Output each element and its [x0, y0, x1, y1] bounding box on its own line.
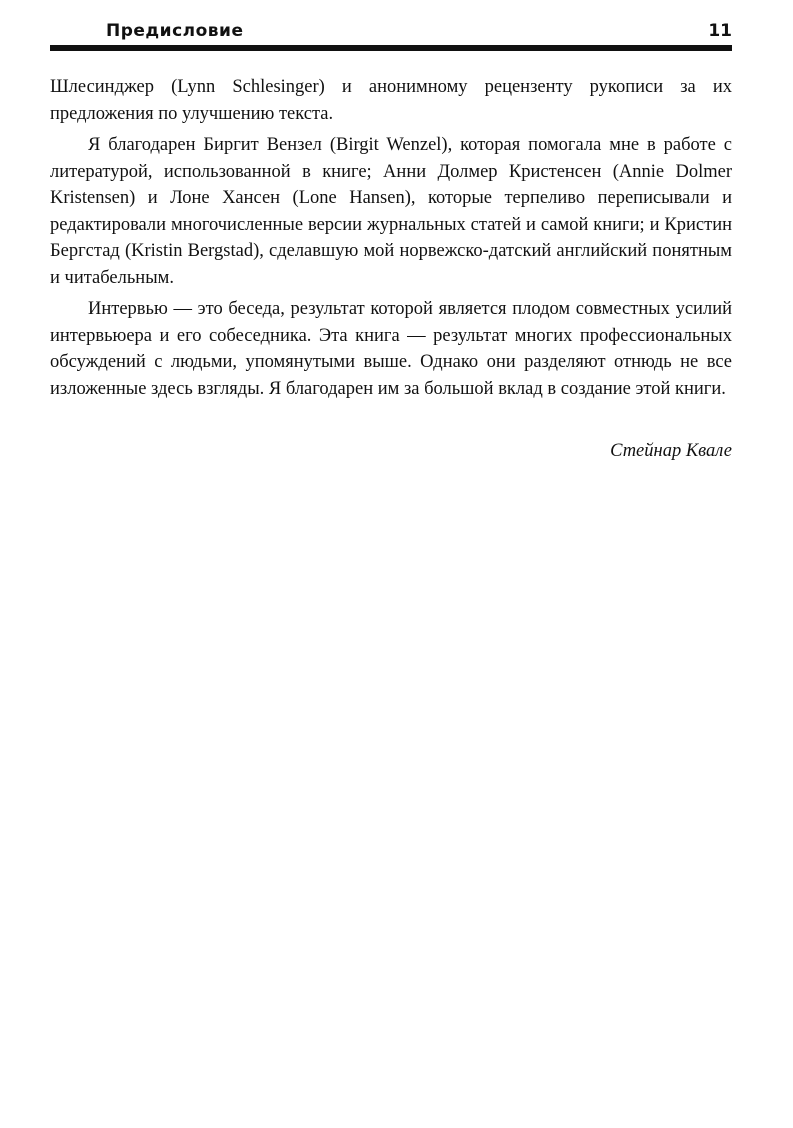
author-signature: Стейнар Квале [610, 441, 732, 461]
paragraph-continuation: Шлесинджер (Lynn Schlesinger) и анонимному рецензенту рукописи за их предложения по улучшению текста. [50, 77, 732, 124]
running-header [50, 20, 732, 44]
header-rule [50, 45, 732, 51]
running-header-title: Предисловие [106, 21, 244, 41]
paragraph-interview: Интервью — это беседа, результат которой является плодом совместных усилий интервьюера и его собеседника. Эта книга — результат многих профессиональных обсуждений с людьми, упомянутыми выше. Однако они разделяют отнюдь не все изложенные здесь взгляды. Я благодарен им за большой вклад в создание этой книги. [50, 299, 732, 399]
paragraph-acknowledgement: Я благодарен Биргит Вензел (Birgit Wenzel), которая помогала мне в работе с литературой, использованной в книге; Анни Долмер Кристенсен (Annie Dolmer Kristensen) и Лоне Хансен (Lone Hansen), которые терпеливо переписывали и редактировали многочисленные версии журнальных статей и самой книги; и Кристин Бергстад (Kristin Bergstad), сделавшую мой норвежско-датский английский понятным и читабельным. [50, 135, 732, 288]
body-text [50, 74, 732, 407]
page-number: 11 [708, 21, 732, 41]
